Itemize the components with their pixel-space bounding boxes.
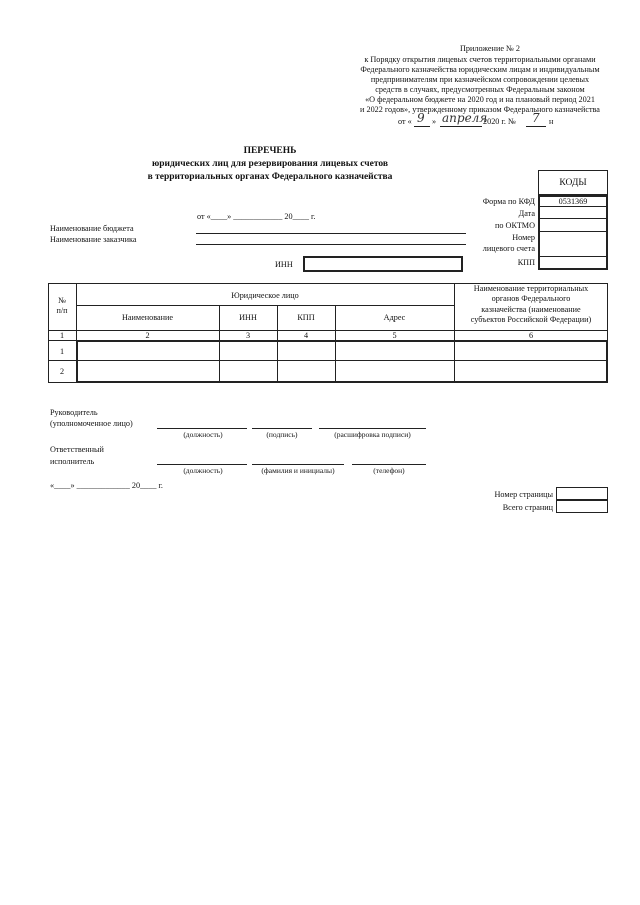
row-number: 1 [59, 347, 65, 356]
signature-caption: (подпись) [266, 430, 298, 439]
head-label-1: Руководитель [50, 408, 98, 417]
col-num-header: № п/п [56, 296, 68, 315]
position-caption: (должность) [183, 430, 223, 439]
appendix-line: и 2022 годов», утвержденному приказом Федерального казначейства [360, 105, 600, 114]
idx-cell: 6 [528, 331, 534, 340]
appendix-line: Федерального казначейства юридическим лицам и индивидуальным [360, 65, 600, 74]
signature-date-line: «____» _____________ 20____ г. [50, 481, 163, 490]
customer-label: Наименование заказчика [50, 235, 137, 244]
form-date-line: от «____» ____________ 20____ г. [197, 212, 316, 221]
kpp-label: КПП [517, 258, 535, 267]
appendix-day: 9 [417, 111, 425, 125]
head-label-2: (уполномоченное лицо) [50, 419, 133, 428]
appendix-number: 7 [532, 111, 540, 125]
appendix-line: средств в случаях, предусмотренных Федеральным законом [375, 85, 585, 94]
inn-label: ИНН [275, 260, 293, 269]
account-label-1: Номер [512, 233, 535, 242]
form-code: 0531369 [558, 197, 588, 206]
position-caption-2: (должность) [183, 466, 223, 475]
appendix-line: «О федеральном бюджете на 2020 год и на плановый период 2021 [365, 95, 595, 104]
idx-cell: 5 [392, 331, 397, 340]
appendix-title: Приложение № 2 [460, 44, 520, 53]
idx-cell: 1 [59, 331, 65, 340]
doc-title: ПЕРЕЧЕНЬ [243, 146, 297, 156]
inn-header: ИНН [239, 313, 257, 322]
name-header: Наименование [121, 313, 173, 322]
account-label-2: лицевого счета [482, 244, 535, 253]
date-label: Дата [518, 209, 535, 218]
appendix-end: н [549, 117, 554, 126]
codes-header-cell [538, 170, 608, 195]
codes-header: КОДЫ [559, 178, 587, 188]
total-pages-label: Всего страниц [502, 503, 553, 512]
kpp-header: КПП [297, 313, 315, 322]
oktmo-label: по ОКТМО [495, 221, 535, 230]
appendix-line: предпринимателям при казначейском сопровождении целевых [370, 75, 590, 84]
doc-subtitle-1: юридических лиц для резервирования лицевых счетов [151, 159, 389, 169]
doc-subtitle-2: в территориальных органах Федерального казначейства [147, 172, 393, 182]
idx-cell: 2 [145, 331, 150, 340]
address-header: Адрес [383, 313, 406, 322]
table-data-area [76, 340, 608, 383]
decoding-caption: (расшифровка подписи) [334, 430, 411, 439]
form-label: Форма по КФД [482, 197, 535, 206]
phone-caption: (телефон) [373, 466, 405, 475]
budget-line [196, 233, 466, 234]
appendix-line: к Порядку открытия лицевых счетов территориальными органами [364, 55, 596, 64]
row-number: 2 [59, 367, 65, 376]
page-number-field[interactable] [556, 487, 608, 500]
territorial-header: Наименование территориальных органов Федерального казначейства (наименование субъектов Российской Федерации) [470, 284, 592, 324]
idx-cell: 4 [303, 331, 309, 340]
customer-line [196, 244, 466, 245]
idx-cell: 3 [245, 331, 251, 340]
appendix-month: апреля [442, 111, 488, 125]
exec-label-1: Ответственный [50, 445, 104, 454]
appendix-text [340, 55, 620, 115]
inn-field[interactable] [303, 256, 463, 272]
exec-label-2: исполнитель [50, 457, 95, 466]
fio-caption: (фамилия и инициалы) [261, 466, 335, 475]
appendix-date-prefix: от « [398, 117, 412, 126]
budget-label: Наименование бюджета [50, 224, 134, 233]
legal-entity-header: Юридическое лицо [231, 291, 299, 300]
total-pages-field[interactable] [556, 500, 608, 513]
page-number-label: Номер страницы [494, 490, 553, 499]
appendix-year: 2020 г. № [483, 117, 516, 126]
